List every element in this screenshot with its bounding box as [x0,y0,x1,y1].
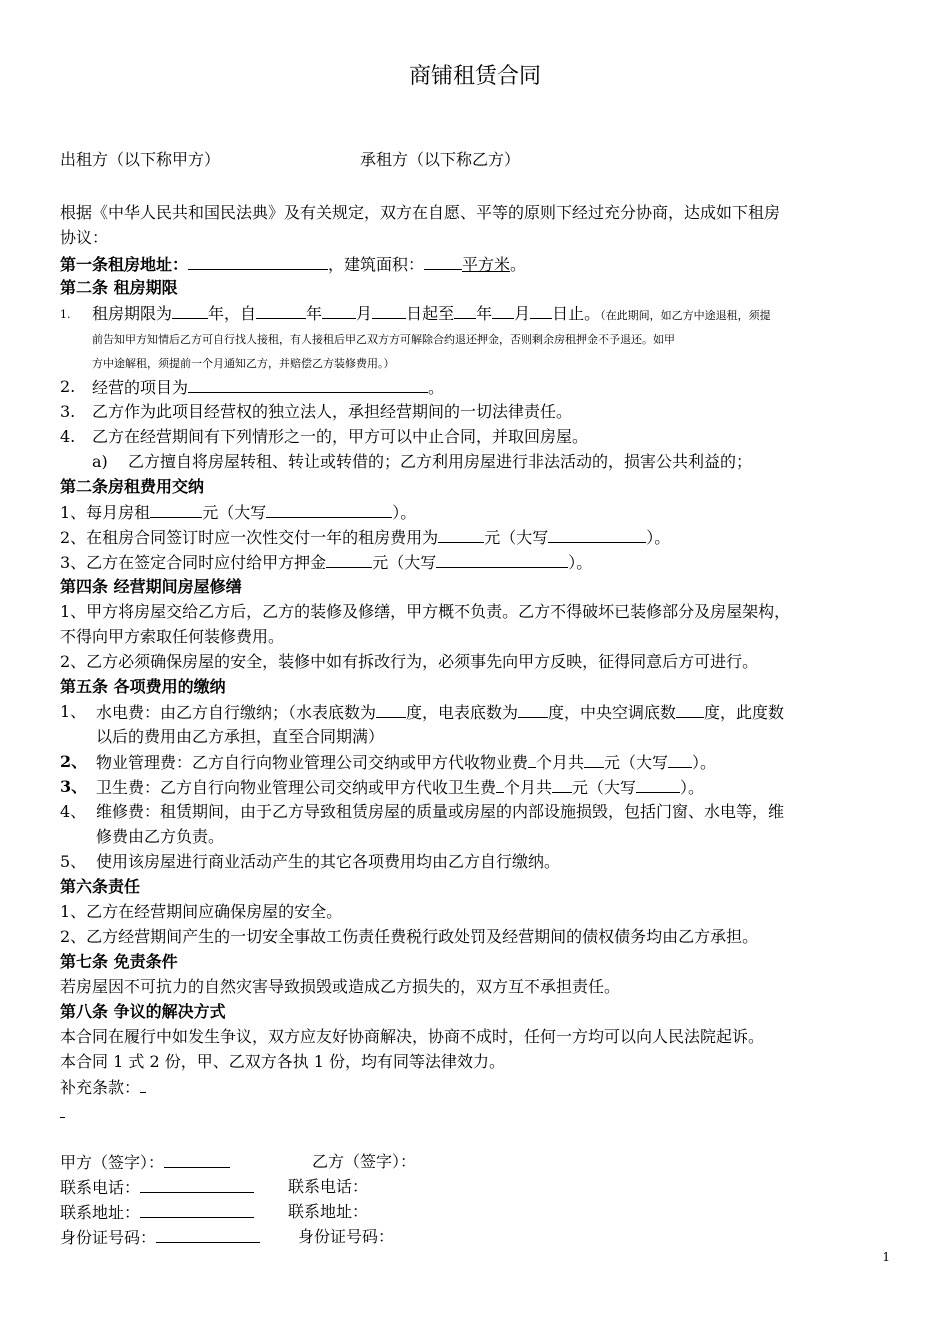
party-a-address-label: 联系地址： [60,1203,141,1222]
dispute-line-2: 本合同 1 式 2 份，甲、乙双方各执 1 份，均有同等法律效力。 [60,1052,506,1071]
electric-reading-blank[interactable] [518,702,548,718]
article-2-item-2 [60,377,445,397]
phone-row [60,1177,369,1198]
intro-line-1: 根据《中华人民共和国民法典》及有关规定，双方在自愿、平等的原则下经过充分协商，达成如下租房 [60,203,781,222]
sanitation-amount-blank[interactable] [552,777,572,793]
term-text: 日起至 [406,304,455,323]
fee-item-3 [60,777,705,797]
item-number: 5、 [60,852,87,871]
rent-text: 3、乙方在签定合同时应付给甲方押金 [60,553,327,572]
fee-item-4-cont: 修费由乙方负责。 [96,827,225,846]
property-words-blank[interactable] [668,752,692,768]
fee-text: 元（大写 [572,778,637,797]
fee-text: 卫生费：乙方自行向物业管理公司交纳或甲方代收卫生费 [96,778,497,797]
fee-text: 维修费：租赁期间，由于乙方导致租赁房屋的质量或房屋的内部设施损毁，包括门窗、水电等，维 [96,802,785,821]
business-line [92,377,444,398]
fee-item-2 [60,752,717,772]
fee-text: 度，中央空调底数 [548,703,677,722]
item-number: 3. [60,402,76,421]
signature-row [60,1152,417,1173]
article-3-heading: 第二条房租费用交纳 [60,477,205,496]
article-8-heading: 第八条 争议的解决方式 [60,1002,226,1021]
area-label: ，建筑面积： [328,255,425,274]
rent-text: ）。 [392,503,417,522]
item-number: 4、 [60,802,87,821]
end-month-blank[interactable] [492,303,514,319]
article-2-item-3 [60,402,573,422]
liability-line-2: 2、乙方经营期间产生的一切安全事故工伤责任费税行政处罚及经营期间的债权债务均由乙方承担。 [60,927,759,946]
article-5-heading: 第五条 各项费用的缴纳 [60,677,226,696]
id-row [60,1227,395,1248]
item-text: 乙方擅自将房屋转租、转让或转借的；乙方利用房屋进行非法活动的，损害公共利益的； [128,452,753,471]
repair-line-3: 2、乙方必须确保房屋的安全，装修中如有拆改行为，必须事先向甲方反映，征得同意后方可进行。 [60,652,759,671]
sanitation-months-blank[interactable] [496,777,504,793]
supplement-blank[interactable] [140,1077,146,1093]
end-day-blank[interactable] [530,303,552,319]
fee-text: 个月共 [504,778,553,797]
ac-reading-blank[interactable] [676,702,704,718]
article-1-label: 第一条租房地址： [60,255,189,274]
fee-item-1-cont: 以后的费用由乙方承担，直至合同期满） [96,727,385,746]
party-a-id-label: 身份证号码： [60,1228,157,1247]
term-text: 年 [476,304,493,323]
fee-text: ）。 [692,753,717,772]
term-text: 年 [306,304,323,323]
water-reading-blank[interactable] [376,702,406,718]
annual-rent-blank[interactable] [438,527,484,543]
term-text: 月 [356,304,373,323]
party-a-phone-label: 联系电话： [60,1178,141,1197]
business-label: 经营的项目为 [92,378,189,397]
term-text: 年，自 [208,304,257,323]
party-b-signature-label: 乙方（签字）： [312,1152,417,1171]
item-number: 1. [60,308,71,321]
party-b-id-label: 身份证号码： [298,1227,395,1246]
rent-text: 1、每月房租 [60,503,151,522]
property-fee-line [96,752,716,773]
repair-line-1: 1、甲方将房屋交给乙方后，乙方的装修及修缮，甲方概不负责。乙方不得破坏已装修部分及房屋架构， [60,602,791,621]
address-row [60,1202,369,1223]
utility-line [96,702,784,723]
liability-line-1: 1、乙方在经营期间应确保房屋的安全。 [60,902,343,921]
fee-text: 元（大写 [604,753,669,772]
fee-text: 度，此度数 [704,703,785,722]
term-text: 日止。 [552,304,601,323]
term-note-line-3: 方中途解租，须提前一个月通知乙方，并赔偿乙方装修费用。） [92,357,395,370]
exemption-line: 若房屋因不可抗力的自然灾害导致损毁或造成乙方损失的，双方互不承担责任。 [60,977,621,996]
article-7-heading: 第七条 免责条件 [60,952,178,971]
annual-rent-words-blank[interactable] [548,527,646,543]
term-years-blank[interactable] [172,303,208,319]
business-blank[interactable] [188,377,428,393]
supplement-label: 补充条款： [60,1078,141,1097]
property-months-blank[interactable] [528,752,536,768]
rent-text: 元（大写 [202,503,267,522]
item-number: 4. [60,427,76,446]
fee-text: 个月共 [536,753,585,772]
party-a-signature-label: 甲方（签字）： [60,1153,165,1172]
term-line [92,303,771,326]
fee-item-1 [60,702,785,722]
start-year-blank[interactable] [256,303,306,319]
period: 。 [428,378,445,397]
supplement-mark [60,1103,65,1123]
article-2-item-4a [92,452,753,472]
item-text: 乙方在经营期间有下列情形之一的，甲方可以中止合同，并取回房屋。 [92,427,589,446]
monthly-rent-blank[interactable] [150,502,202,518]
page-number: 1 [882,1250,890,1264]
rent-line-2 [60,527,670,548]
area-blank[interactable] [424,254,462,270]
party-a-phone-blank[interactable] [140,1177,254,1193]
intro-line-2: 协议： [60,228,109,247]
item-text: 乙方作为此项目经营权的独立法人，承担经营期间的一切法律责任。 [92,402,573,421]
party-a-signature-blank[interactable] [164,1152,230,1168]
item-number: 2、 [60,752,88,771]
lessee-label: 承租方（以下称乙方） [360,150,521,169]
end-year-blank[interactable] [454,303,476,319]
lessor-label: 出租方（以下称甲方） [60,150,221,169]
sanitation-words-blank[interactable] [636,777,680,793]
item-number: 1、 [60,702,87,721]
item-number: 2. [60,377,76,396]
start-day-blank[interactable] [372,303,406,319]
fee-text: 使用该房屋进行商业活动产生的其它各项费用均由乙方自行缴纳。 [96,852,561,871]
area-unit: 平方米 [462,255,511,274]
term-text: 租房期限为 [92,304,173,323]
party-a-id-blank[interactable] [156,1227,260,1243]
parties-line [60,150,521,170]
article-2-heading: 第二条 租房期限 [60,278,178,297]
item-number: a) [92,452,108,471]
supplement-line [60,1077,146,1098]
monthly-rent-words-blank[interactable] [266,502,392,518]
rent-text: 2、在租房合同签订时应一次性交付一年的租房费用为 [60,528,439,547]
article-6-heading: 第六条责任 [60,877,141,896]
article-2-item-4 [60,427,589,447]
address-blank[interactable] [188,254,328,270]
party-b-address-label: 联系地址： [288,1202,369,1221]
party-a-address-blank[interactable] [140,1202,254,1218]
page-title: 商铺租赁合同 [408,64,541,89]
article-2-item-1 [60,303,771,325]
article-4-heading: 第四条 经营期间房屋修缮 [60,577,242,596]
rent-line-3 [60,552,592,573]
rent-text: 元（大写 [484,528,549,547]
fee-item-5 [60,852,561,872]
fee-text: ）。 [680,778,705,797]
item-number: 3、 [60,777,88,796]
fee-text: 度，电表底数为 [406,703,519,722]
rent-line-1 [60,502,416,523]
start-month-blank[interactable] [322,303,356,319]
party-b-phone-label: 联系电话： [288,1177,369,1196]
article-1 [60,254,526,275]
property-amount-blank[interactable] [584,752,604,768]
period: 。 [510,255,527,274]
supplement-mark-blank[interactable] [60,1109,65,1118]
term-note: （在此期间，如乙方中途退租，须提 [600,309,771,322]
fee-text: 物业管理费：乙方自行向物业管理公司交纳或甲方代收物业费 [96,753,529,772]
dispute-line-1: 本合同在履行中如发生争议，双方应友好协商解决，协商不成时，任何一方均可以向人民法院起诉。 [60,1027,765,1046]
fee-text: 水电费：由乙方自行缴纳；（水表底数为 [96,703,377,722]
rent-text: 元（大写 [372,553,437,572]
rent-text: ）。 [646,528,671,547]
term-note-line-2: 前告知甲方知情后乙方可自行找人接租，有人接租后甲乙双方方可解除合约退还押金，否则剩余房租押金不予退还。如甲 [92,333,675,346]
repair-line-2: 不得向甲方索取任何装修费用。 [60,627,285,646]
deposit-words-blank[interactable] [436,552,568,568]
fee-item-4 [60,802,785,822]
sanitation-fee-line [96,777,704,798]
deposit-blank[interactable] [326,552,372,568]
term-text: 月 [514,304,531,323]
rent-text: ）。 [568,553,593,572]
